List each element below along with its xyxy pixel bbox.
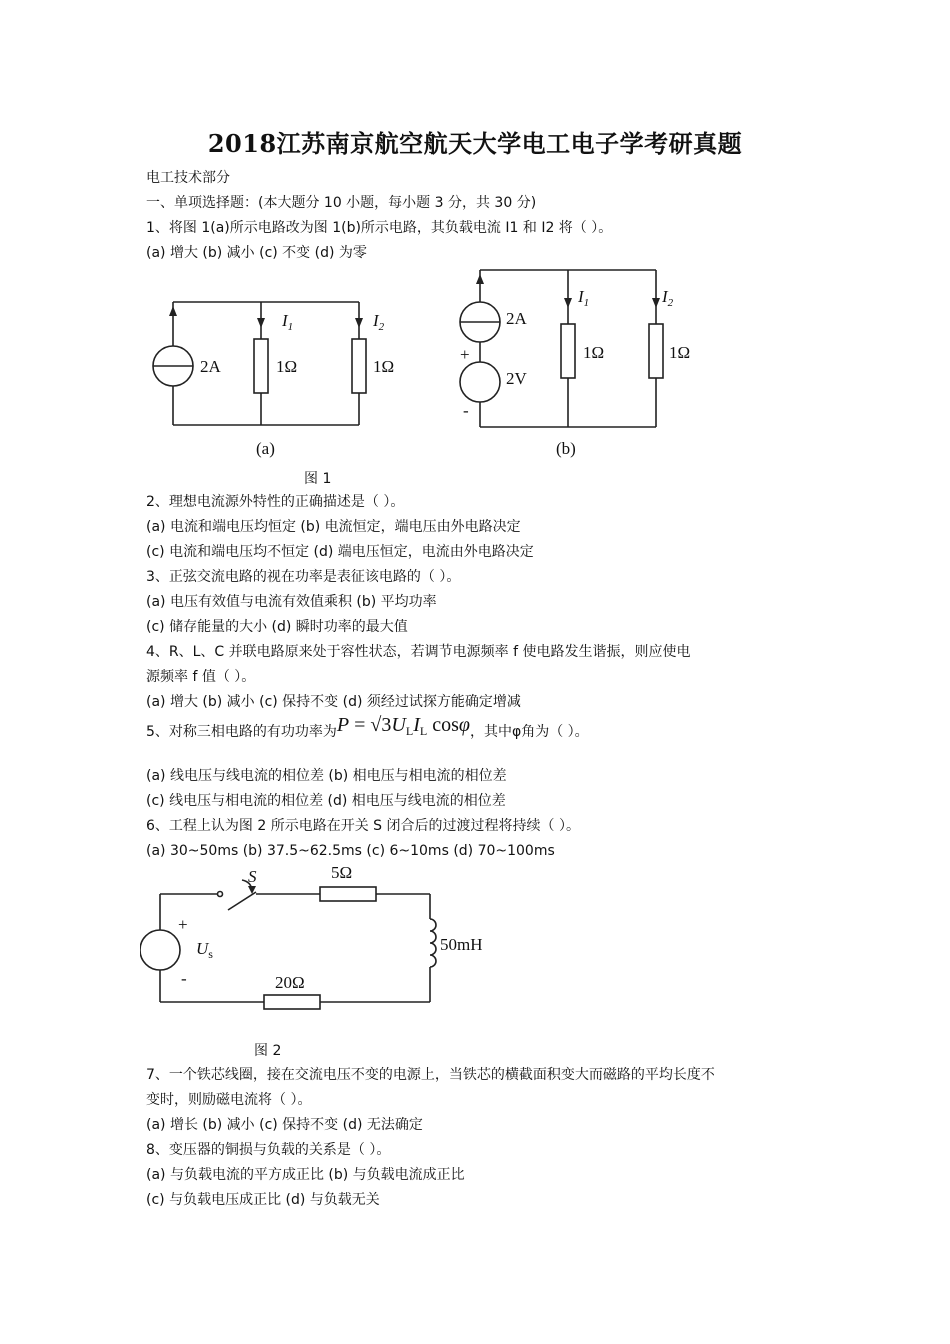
switch-label: S [248, 867, 257, 886]
q5-options-2: (c) 线电压与相电流的相位差 (d) 相电压与线电流的相位差 [146, 793, 506, 809]
svg-text:Us [196, 939, 213, 961]
fig1b-r2-label: 1Ω [669, 343, 691, 362]
fig1b-vsource-label: 2V [506, 369, 527, 388]
arrow-down-icon [355, 318, 363, 328]
resistor-a1 [254, 339, 268, 393]
formula-cos: cos [427, 714, 459, 736]
q4-stem-2: 源频率 f 值（ ）。 [146, 669, 256, 685]
q3-options-1: (a) 电压有效值与电流有效值乘积 (b) 平均功率 [146, 594, 437, 610]
arrow-down-icon [652, 298, 660, 308]
fig1b-r1-label: 1Ω [583, 343, 605, 362]
switch-contact [218, 892, 223, 897]
q6-stem: 6、工程上认为图 2 所示电路在开关 S 闭合后的过渡过程将持续（ ）。 [146, 818, 580, 834]
fig1a-i2-label: I [373, 311, 379, 330]
q1-options: (a) 增大 (b) 减小 (c) 不变 (d) 为零 [146, 245, 367, 261]
fig1b-minus: - [463, 401, 469, 420]
fig1b-label: (b) [556, 439, 576, 458]
fig1a-r2-label: 1Ω [373, 357, 395, 376]
figure-1 [140, 262, 710, 462]
q7-stem-1: 7、一个铁芯线圈，接在交流电压不变的电源上，当铁芯的横截面积变大而磁路的平均长度不 [146, 1067, 715, 1083]
q5-options-1: (a) 线电压与线电流的相位差 (b) 相电压与相电流的相位差 [146, 768, 507, 784]
resistor-5ohm [320, 887, 376, 901]
formula-u-sub: L [405, 724, 414, 738]
q8-stem: 8、变压器的铜损与负载的关系是（ ）。 [146, 1142, 391, 1158]
section-heading: 电工技术部分 [146, 170, 230, 186]
power-formula [337, 714, 470, 736]
formula-phi: φ [458, 714, 470, 736]
circuit-b [460, 270, 663, 427]
fig1b-i1-label: I [578, 287, 584, 306]
q8-options-2: (c) 与负载电压成正比 (d) 与负载无关 [146, 1192, 380, 1208]
arrow-up-icon [476, 274, 484, 284]
q2-stem: 2、理想电流源外特性的正确描述是（ ）。 [146, 494, 405, 510]
document-title: 2018江苏南京航空航天大学电工电子学考研真题 [207, 129, 743, 158]
formula-i-sub: L [419, 724, 428, 738]
formula-sqrt3: = √3 [349, 714, 392, 736]
formula-i: I [413, 714, 420, 736]
fig1a-source-label: 2A [200, 357, 221, 376]
q5-stem-pre: 5、对称三相电路的有功功率为 [146, 724, 337, 740]
voltage-source-us [140, 930, 180, 970]
arrow-down-icon [564, 298, 572, 308]
svg-text:I1 [577, 287, 589, 309]
formula-u: U [391, 714, 406, 736]
fig1a-i1-label: I [282, 311, 288, 330]
fig2-minus: - [181, 969, 187, 988]
svg-text:I1 [281, 311, 293, 333]
q1-stem: 1、将图 1(a)所示电路改为图 1(b)所示电路，其负载电流 I1 和 I2 将（ ）。 [146, 220, 613, 236]
fig2-caption: 图 2 [254, 1043, 282, 1059]
fig1b-plus: + [460, 345, 470, 364]
fig1a-i2-sub: 2 [378, 321, 385, 333]
fig2-plus: + [178, 915, 188, 934]
q4-stem-1: 4、R、L、C 并联电路原来处于容性状态，若调节电源频率 f 使电路发生谐振，则应使电 [146, 644, 691, 660]
q5-stem [146, 714, 589, 746]
fig1b-isource-label: 2A [506, 309, 527, 328]
resistor-b1 [561, 324, 575, 378]
inductor-50mh [430, 919, 436, 967]
fig1b-i1-sub: 1 [583, 297, 590, 309]
arrow-up-icon [169, 306, 177, 316]
q2-options-1: (a) 电流和端电压均恒定 (b) 电流恒定，端电压由外电路决定 [146, 519, 521, 535]
q7-stem-2: 变时，则励磁电流将（ ）。 [146, 1092, 312, 1108]
q3-stem: 3、正弦交流电路的视在功率是表征该电路的（ ）。 [146, 569, 461, 585]
q3-options-2: (c) 储存能量的大小 (d) 瞬时功率的最大值 [146, 619, 408, 635]
figure-2 [140, 858, 520, 1018]
part1-header: 一、单项选择题：(本大题分 10 小题，每小题 3 分，共 30 分) [146, 195, 537, 211]
fig1a-i1-sub: 1 [287, 321, 294, 333]
q5-stem-post: ，其中φ角为（ ）。 [469, 724, 589, 740]
fig1a-label: (a) [256, 439, 275, 458]
switch-s [228, 892, 256, 910]
r-bottom-label: 20Ω [275, 973, 305, 992]
q6-options: (a) 30~50ms (b) 37.5~62.5ms (c) 6~10ms (d) 70~100ms [146, 843, 555, 859]
voltage-source-b [460, 362, 500, 402]
fig1a-r1-label: 1Ω [276, 357, 298, 376]
svg-text:I2 [372, 311, 385, 333]
svg-text:I2 [661, 287, 674, 309]
fig1b-i2-label: I [662, 287, 668, 306]
source-label: U [196, 939, 209, 958]
q7-options: (a) 增长 (b) 减小 (c) 保持不变 (d) 无法确定 [146, 1117, 423, 1133]
q2-options-2: (c) 电流和端电压均不恒定 (d) 端电压恒定，电流由外电路决定 [146, 544, 534, 560]
q4-options: (a) 增大 (b) 减小 (c) 保持不变 (d) 须经过试探方能确定增减 [146, 694, 521, 710]
resistor-20ohm [264, 995, 320, 1009]
formula-p: P [336, 714, 350, 736]
arrow-down-icon [257, 318, 265, 328]
q8-options-1: (a) 与负载电流的平方成正比 (b) 与负载电流成正比 [146, 1167, 465, 1183]
resistor-b2 [649, 324, 663, 378]
r-top-label: 5Ω [331, 863, 353, 882]
resistor-a2 [352, 339, 366, 393]
inductor-label: 50mH [440, 935, 483, 954]
fig1b-i2-sub: 2 [667, 297, 674, 309]
source-sub: s [208, 947, 213, 961]
fig1-caption: 图 1 [304, 471, 332, 487]
